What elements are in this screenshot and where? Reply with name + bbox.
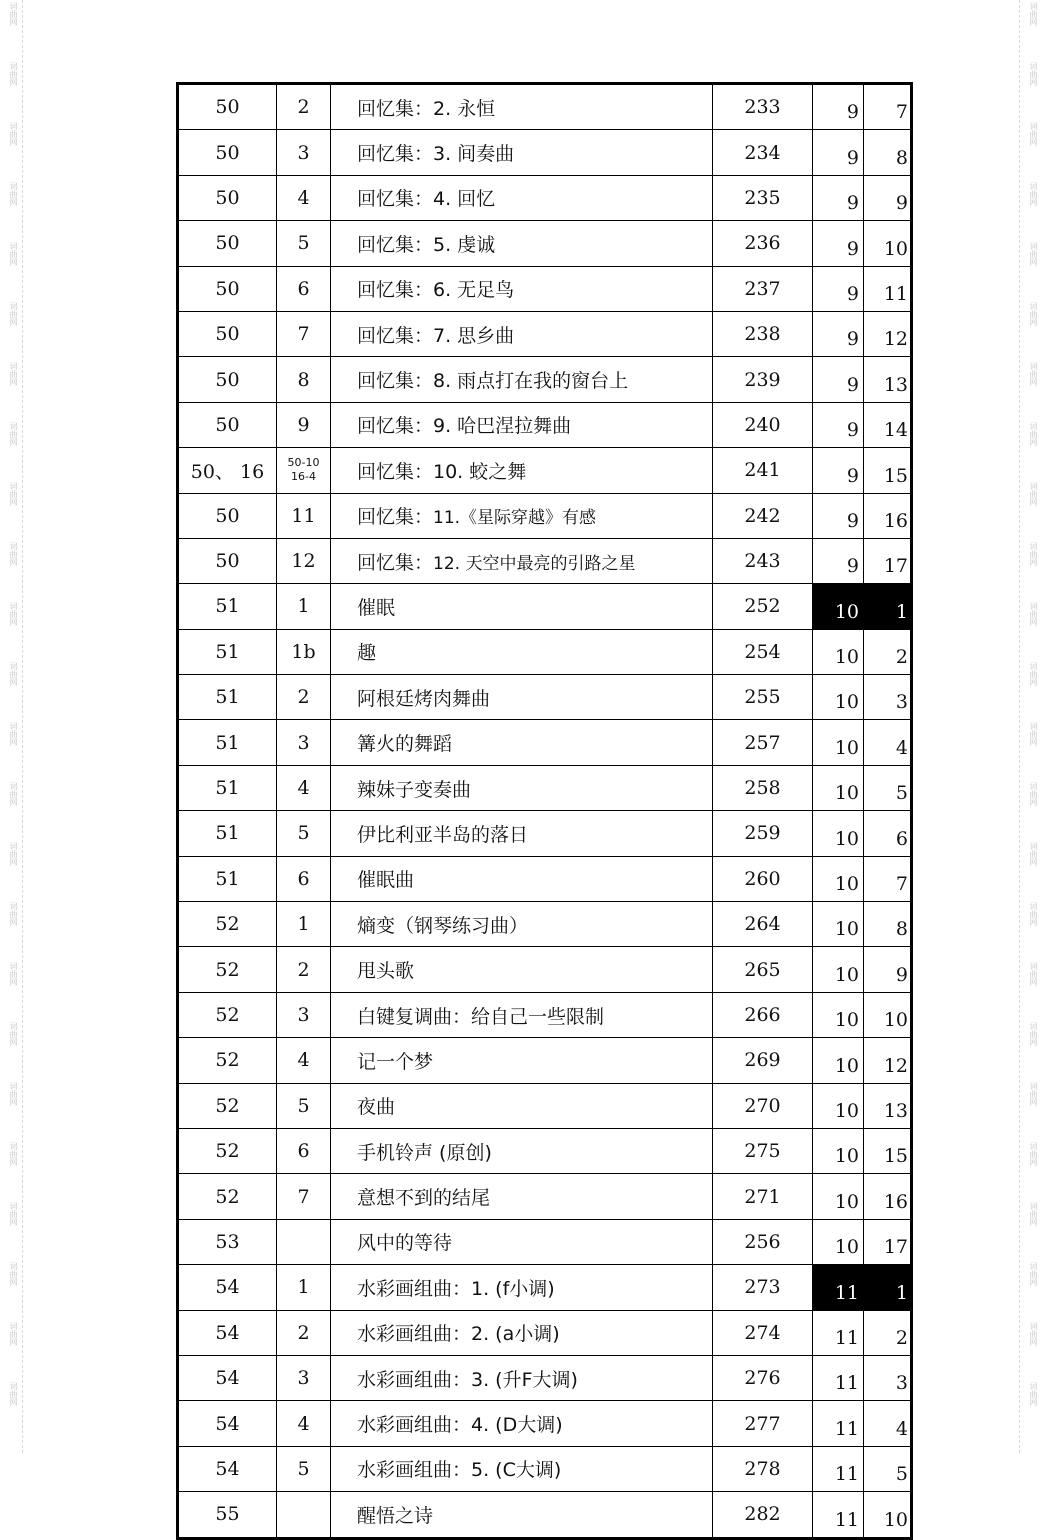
number-cell: 9 xyxy=(277,402,331,447)
watermark-mark: 词曲网 xyxy=(1029,1382,1038,1406)
table-row xyxy=(178,1401,912,1446)
page-cell: 233 xyxy=(713,84,813,130)
title-cell: 醒悟之诗 xyxy=(331,1492,713,1538)
opus-cell: 54 xyxy=(178,1446,277,1491)
opus-cell: 50 xyxy=(178,402,277,447)
table-row xyxy=(178,765,912,810)
catalog-table xyxy=(176,82,913,1540)
number-cell: 7 xyxy=(277,1174,331,1219)
index-cell: 17 xyxy=(864,1219,912,1264)
index-cell: 9 xyxy=(864,175,912,220)
page-cell: 239 xyxy=(713,357,813,402)
index-cell: 1 xyxy=(864,1265,912,1310)
watermark-mark: 词曲网 xyxy=(9,662,18,686)
volume-cell: 10 xyxy=(813,675,864,720)
volume-cell: 10 xyxy=(813,629,864,674)
number-cell: 4 xyxy=(277,1038,331,1083)
watermark-mark: 词曲网 xyxy=(9,842,18,866)
watermark-mark: 词曲网 xyxy=(9,182,18,206)
table-row xyxy=(178,266,912,311)
number-cell: 7 xyxy=(277,311,331,356)
watermark-mark: 词曲网 xyxy=(9,2,18,26)
number-cell xyxy=(277,1219,331,1264)
number-cell: 3 xyxy=(277,992,331,1037)
watermark-mark: 词曲网 xyxy=(9,1382,18,1406)
number-cell: 6 xyxy=(277,266,331,311)
index-cell: 8 xyxy=(864,130,912,175)
title-cell: 手机铃声 (原创) xyxy=(331,1128,713,1173)
table-row xyxy=(178,1083,912,1128)
title-cell: 回忆集：8. 雨点打在我的窗台上 xyxy=(331,357,713,402)
opus-cell: 50 xyxy=(178,357,277,402)
page-cell: 240 xyxy=(713,402,813,447)
index-cell: 9 xyxy=(864,947,912,992)
page-cell: 254 xyxy=(713,629,813,674)
index-cell: 12 xyxy=(864,1038,912,1083)
page-cell: 282 xyxy=(713,1492,813,1538)
title-cell: 水彩画组曲：2. (a小调) xyxy=(331,1310,713,1355)
watermark-mark: 词曲网 xyxy=(1029,902,1038,926)
volume-cell: 10 xyxy=(813,584,864,629)
title-cell: 回忆集：10. 蛟之舞 xyxy=(331,448,713,493)
page-cell: 276 xyxy=(713,1355,813,1400)
opus-cell: 54 xyxy=(178,1310,277,1355)
volume-cell: 9 xyxy=(813,221,864,266)
table-row xyxy=(178,1128,912,1173)
opus-cell: 50 xyxy=(178,221,277,266)
volume-cell: 9 xyxy=(813,493,864,538)
page-cell: 260 xyxy=(713,856,813,901)
page-cell: 264 xyxy=(713,902,813,947)
number-cell: 2 xyxy=(277,84,331,130)
watermark-mark: 词曲网 xyxy=(1029,542,1038,566)
index-cell: 12 xyxy=(864,311,912,356)
watermark-mark: 词曲网 xyxy=(1029,662,1038,686)
volume-cell: 9 xyxy=(813,175,864,220)
table-row xyxy=(178,402,912,447)
table-row xyxy=(178,992,912,1037)
title-cell: 回忆集：4. 回忆 xyxy=(331,175,713,220)
opus-cell: 50 xyxy=(178,175,277,220)
index-cell: 4 xyxy=(864,1401,912,1446)
page-cell: 266 xyxy=(713,992,813,1037)
table-row xyxy=(178,675,912,720)
number-cell: 6 xyxy=(277,856,331,901)
page-cell: 252 xyxy=(713,584,813,629)
volume-cell: 10 xyxy=(813,765,864,810)
number-cell: 5 xyxy=(277,811,331,856)
title-cell: 回忆集：3. 间奏曲 xyxy=(331,130,713,175)
volume-cell: 11 xyxy=(813,1401,864,1446)
number-cell: 8 xyxy=(277,357,331,402)
number-cell: 5 xyxy=(277,1446,331,1491)
table-row xyxy=(178,130,912,175)
index-cell: 5 xyxy=(864,1446,912,1491)
table-row xyxy=(178,947,912,992)
volume-cell: 10 xyxy=(813,947,864,992)
watermark-mark: 词曲网 xyxy=(1029,1262,1038,1286)
number-cell: 3 xyxy=(277,130,331,175)
number-cell: 2 xyxy=(277,1310,331,1355)
index-cell: 10 xyxy=(864,221,912,266)
index-cell: 2 xyxy=(864,1310,912,1355)
page-cell: 273 xyxy=(713,1265,813,1310)
page-cell: 274 xyxy=(713,1310,813,1355)
watermark-mark: 词曲网 xyxy=(9,122,18,146)
opus-cell: 52 xyxy=(178,1083,277,1128)
index-cell: 5 xyxy=(864,765,912,810)
title-cell: 回忆集：5. 虔诚 xyxy=(331,221,713,266)
title-cell: 回忆集：6. 无足鸟 xyxy=(331,266,713,311)
watermark-mark: 词曲网 xyxy=(9,242,18,266)
watermark-mark: 词曲网 xyxy=(9,1202,18,1226)
volume-cell: 9 xyxy=(813,357,864,402)
opus-cell: 50、 16 xyxy=(178,448,277,493)
title-cell: 夜曲 xyxy=(331,1083,713,1128)
volume-cell: 11 xyxy=(813,1446,864,1491)
page-cell: 234 xyxy=(713,130,813,175)
index-cell: 7 xyxy=(864,84,912,130)
table-row xyxy=(178,311,912,356)
page-cell: 238 xyxy=(713,311,813,356)
index-cell: 15 xyxy=(864,1128,912,1173)
watermark-mark: 词曲网 xyxy=(1029,422,1038,446)
volume-cell: 9 xyxy=(813,266,864,311)
watermark-mark: 词曲网 xyxy=(9,542,18,566)
number-cell: 3 xyxy=(277,720,331,765)
index-cell: 4 xyxy=(864,720,912,765)
index-cell: 13 xyxy=(864,357,912,402)
index-cell: 17 xyxy=(864,538,912,583)
table-row xyxy=(178,584,912,629)
table-row xyxy=(178,856,912,901)
page-cell: 275 xyxy=(713,1128,813,1173)
catalog-rows xyxy=(178,84,912,1539)
page-cell: 255 xyxy=(713,675,813,720)
volume-cell: 9 xyxy=(813,448,864,493)
watermark-mark: 词曲网 xyxy=(9,1022,18,1046)
title-cell: 回忆集：12. 天空中最亮的引路之星 xyxy=(331,538,713,583)
page-cell: 235 xyxy=(713,175,813,220)
table-row xyxy=(178,1492,912,1538)
number-cell: 1 xyxy=(277,902,331,947)
watermark-mark: 词曲网 xyxy=(1029,62,1038,86)
watermark-mark: 词曲网 xyxy=(1029,1202,1038,1226)
page-cell: 257 xyxy=(713,720,813,765)
opus-cell: 52 xyxy=(178,1174,277,1219)
opus-cell: 50 xyxy=(178,130,277,175)
watermark-mark: 词曲网 xyxy=(1029,182,1038,206)
watermark-mark: 词曲网 xyxy=(1029,1322,1038,1346)
volume-cell: 10 xyxy=(813,1038,864,1083)
title-cell: 记一个梦 xyxy=(331,1038,713,1083)
volume-cell: 10 xyxy=(813,1174,864,1219)
volume-cell: 11 xyxy=(813,1355,864,1400)
watermark-mark: 词曲网 xyxy=(9,1322,18,1346)
opus-cell: 50 xyxy=(178,84,277,130)
number-cell: 11 xyxy=(277,493,331,538)
index-cell: 10 xyxy=(864,992,912,1037)
volume-cell: 10 xyxy=(813,811,864,856)
number-cell: 4 xyxy=(277,175,331,220)
title-cell: 回忆集：11.《星际穿越》有感 xyxy=(331,493,713,538)
volume-cell: 10 xyxy=(813,1083,864,1128)
opus-cell: 52 xyxy=(178,1128,277,1173)
index-cell: 8 xyxy=(864,902,912,947)
index-cell: 13 xyxy=(864,1083,912,1128)
watermark-mark: 词曲网 xyxy=(1029,782,1038,806)
title-cell: 辣妹子变奏曲 xyxy=(331,765,713,810)
watermark-mark: 词曲网 xyxy=(1029,122,1038,146)
number-cell: 1 xyxy=(277,1265,331,1310)
number-cell: 2 xyxy=(277,675,331,720)
table-row xyxy=(178,357,912,402)
page-cell: 265 xyxy=(713,947,813,992)
index-cell: 16 xyxy=(864,1174,912,1219)
table-row xyxy=(178,1265,912,1310)
page-cell: 241 xyxy=(713,448,813,493)
opus-cell: 51 xyxy=(178,856,277,901)
watermark-mark: 词曲网 xyxy=(9,782,18,806)
table-row xyxy=(178,538,912,583)
page-cell: 270 xyxy=(713,1083,813,1128)
table-row xyxy=(178,629,912,674)
watermark-mark: 词曲网 xyxy=(1029,962,1038,986)
table-row xyxy=(178,175,912,220)
volume-cell: 10 xyxy=(813,902,864,947)
volume-cell: 10 xyxy=(813,1219,864,1264)
number-cell: 3 xyxy=(277,1355,331,1400)
number-cell: 5 xyxy=(277,221,331,266)
volume-cell: 9 xyxy=(813,538,864,583)
title-cell: 催眠 xyxy=(331,584,713,629)
watermark-mark: 词曲网 xyxy=(9,722,18,746)
title-cell: 趣 xyxy=(331,629,713,674)
opus-cell: 52 xyxy=(178,947,277,992)
table-row xyxy=(178,448,912,493)
index-cell: 16 xyxy=(864,493,912,538)
watermark-mark: 词曲网 xyxy=(9,962,18,986)
page-cell: 277 xyxy=(713,1401,813,1446)
volume-cell: 11 xyxy=(813,1265,864,1310)
number-cell xyxy=(277,1492,331,1538)
opus-cell: 52 xyxy=(178,1038,277,1083)
title-cell: 催眠曲 xyxy=(331,856,713,901)
title-cell: 篝火的舞蹈 xyxy=(331,720,713,765)
volume-cell: 9 xyxy=(813,84,864,130)
index-cell: 3 xyxy=(864,675,912,720)
table-row xyxy=(178,493,912,538)
volume-cell: 10 xyxy=(813,856,864,901)
opus-cell: 52 xyxy=(178,902,277,947)
number-cell: 5 xyxy=(277,1083,331,1128)
watermark-mark: 词曲网 xyxy=(1029,302,1038,326)
index-cell: 7 xyxy=(864,856,912,901)
watermark-mark: 词曲网 xyxy=(1029,482,1038,506)
index-cell: 1 xyxy=(864,584,912,629)
page-cell: 258 xyxy=(713,765,813,810)
opus-cell: 53 xyxy=(178,1219,277,1264)
page-cell: 243 xyxy=(713,538,813,583)
opus-cell: 50 xyxy=(178,538,277,583)
volume-cell: 9 xyxy=(813,402,864,447)
number-cell: 2 xyxy=(277,947,331,992)
page-cell: 271 xyxy=(713,1174,813,1219)
table-row xyxy=(178,221,912,266)
table-row xyxy=(178,1038,912,1083)
index-cell: 6 xyxy=(864,811,912,856)
number-cell: 6 xyxy=(277,1128,331,1173)
volume-cell: 10 xyxy=(813,720,864,765)
watermark-mark: 词曲网 xyxy=(1029,242,1038,266)
opus-cell: 51 xyxy=(178,584,277,629)
table-row xyxy=(178,902,912,947)
title-cell: 回忆集：9. 哈巴涅拉舞曲 xyxy=(331,402,713,447)
watermark-mark: 词曲网 xyxy=(1029,1022,1038,1046)
table-row xyxy=(178,1174,912,1219)
table-row xyxy=(178,84,912,130)
opus-cell: 51 xyxy=(178,675,277,720)
index-cell: 15 xyxy=(864,448,912,493)
index-cell: 14 xyxy=(864,402,912,447)
watermark-mark: 词曲网 xyxy=(9,1082,18,1106)
watermark-mark: 词曲网 xyxy=(9,482,18,506)
watermark-mark: 词曲网 xyxy=(9,422,18,446)
index-cell: 10 xyxy=(864,1492,912,1538)
page-cell: 256 xyxy=(713,1219,813,1264)
title-cell: 意想不到的结尾 xyxy=(331,1174,713,1219)
number-cell: 1b xyxy=(277,629,331,674)
table-row xyxy=(178,1219,912,1264)
volume-cell: 11 xyxy=(813,1492,864,1538)
watermark-mark: 词曲网 xyxy=(1029,722,1038,746)
watermark-mark: 词曲网 xyxy=(9,1262,18,1286)
table-row xyxy=(178,720,912,765)
opus-cell: 52 xyxy=(178,992,277,1037)
watermark-mark: 词曲网 xyxy=(1029,362,1038,386)
opus-cell: 51 xyxy=(178,811,277,856)
title-cell: 甩头歌 xyxy=(331,947,713,992)
watermark-mark: 词曲网 xyxy=(1029,602,1038,626)
index-cell: 2 xyxy=(864,629,912,674)
opus-cell: 50 xyxy=(178,493,277,538)
table-row xyxy=(178,1446,912,1491)
title-cell: 水彩画组曲：1. (f小调) xyxy=(331,1265,713,1310)
volume-cell: 11 xyxy=(813,1310,864,1355)
title-cell: 水彩画组曲：3. (升F大调) xyxy=(331,1355,713,1400)
watermark-mark: 词曲网 xyxy=(9,602,18,626)
number-cell: 4 xyxy=(277,1401,331,1446)
watermark-mark: 词曲网 xyxy=(9,302,18,326)
watermark-mark: 词曲网 xyxy=(1029,2,1038,26)
number-cell: 4 xyxy=(277,765,331,810)
title-cell: 回忆集：7. 思乡曲 xyxy=(331,311,713,356)
opus-cell: 54 xyxy=(178,1355,277,1400)
opus-cell: 54 xyxy=(178,1265,277,1310)
watermark-mark: 词曲网 xyxy=(1029,1142,1038,1166)
index-cell: 3 xyxy=(864,1355,912,1400)
page-cell: 242 xyxy=(713,493,813,538)
watermark-mark: 词曲网 xyxy=(9,1142,18,1166)
number-cell: 1 xyxy=(277,584,331,629)
volume-cell: 9 xyxy=(813,130,864,175)
page-cell: 259 xyxy=(713,811,813,856)
watermark-mark: 词曲网 xyxy=(9,362,18,386)
title-cell: 风中的等待 xyxy=(331,1219,713,1264)
title-cell: 阿根廷烤肉舞曲 xyxy=(331,675,713,720)
number-cell: 50-10 16-4 xyxy=(277,448,331,493)
volume-cell: 10 xyxy=(813,992,864,1037)
title-cell: 回忆集：2. 永恒 xyxy=(331,84,713,130)
volume-cell: 10 xyxy=(813,1128,864,1173)
opus-cell: 51 xyxy=(178,765,277,810)
page-cell: 278 xyxy=(713,1446,813,1491)
table-row xyxy=(178,811,912,856)
number-cell: 12 xyxy=(277,538,331,583)
watermark-mark: 词曲网 xyxy=(9,902,18,926)
watermark-mark: 词曲网 xyxy=(1029,842,1038,866)
title-cell: 水彩画组曲：4. (D大调) xyxy=(331,1401,713,1446)
title-cell: 水彩画组曲：5. (C大调) xyxy=(331,1446,713,1491)
watermark-mark: 词曲网 xyxy=(1029,1082,1038,1106)
opus-cell: 51 xyxy=(178,720,277,765)
watermark-mark: 词曲网 xyxy=(9,62,18,86)
opus-cell: 50 xyxy=(178,266,277,311)
page-cell: 269 xyxy=(713,1038,813,1083)
page-cell: 237 xyxy=(713,266,813,311)
title-cell: 白键复调曲：给自己一些限制 xyxy=(331,992,713,1037)
index-cell: 11 xyxy=(864,266,912,311)
page-cell: 236 xyxy=(713,221,813,266)
title-cell: 熵变（钢琴练习曲） xyxy=(331,902,713,947)
opus-cell: 50 xyxy=(178,311,277,356)
volume-cell: 9 xyxy=(813,311,864,356)
opus-cell: 55 xyxy=(178,1492,277,1538)
table-row xyxy=(178,1310,912,1355)
opus-cell: 54 xyxy=(178,1401,277,1446)
table-row xyxy=(178,1355,912,1400)
title-cell: 伊比利亚半岛的落日 xyxy=(331,811,713,856)
opus-cell: 51 xyxy=(178,629,277,674)
